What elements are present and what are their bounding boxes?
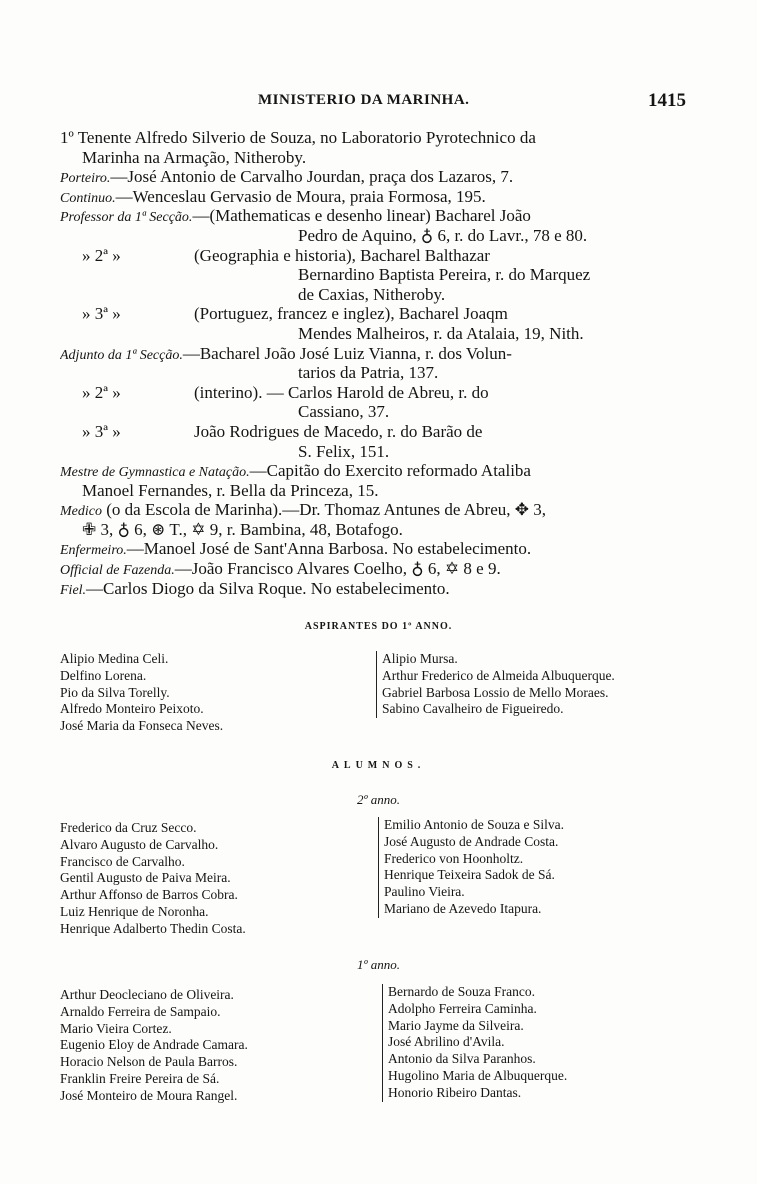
list-item: Mario Vieira Cortez. [60,1020,172,1036]
staff-entry-adjunto-3: » 3ª » João Rodrigues de Macedo, r. do Barão de [82,421,483,441]
staff-line: Pedro de Aquino, ♁ 6, r. do Lavr., 78 e 80. [298,225,588,245]
list-item: Mario Jayme da Silveira. [388,1017,524,1033]
page-header [0,92,757,116]
aspirantes-heading: ASPIRANTES DO 1º ANNO. [304,621,453,632]
staff-line: ✙ 3, ♁ 6, ⊛ T., ✡ 9, r. Bambina, 48, Botafogo. [82,519,403,539]
list-item: Frederico von Hoonholtz. [384,850,524,866]
staff-listing [60,128,700,598]
list-item: José Abrilino d'Avila. [388,1034,505,1050]
list-item: Luiz Henrique de Noronha. [60,903,209,919]
staff-entry-adjunto-2: » 2ª » (interino). — Carlos Harold de Abreu, r. do [82,382,489,402]
staff-line: Bernardino Baptista Pereira, r. do Marquez [298,265,591,285]
list-item: Henrique Teixeira Sadok de Sá. [384,867,555,883]
list-item: Arthur Affonso de Barros Cobra. [60,887,238,903]
staff-entry-enfermeiro: Enfermeiro.—Manoel José de Sant'Anna Barbosa. No estabelecimento. [60,539,532,559]
list-item: Arthur Frederico de Almeida Albuquerque. [382,667,615,683]
staff-entry-medico: Medico (o da Escola de Marinha).—Dr. Thomaz Antunes de Abreu, ✥ 3, [60,500,547,520]
list-item: Eugenio Eloy de Andrade Camara. [60,1037,248,1053]
list-item: Gentil Augusto de Paiva Meira. [60,870,231,886]
page-number: 1415 [648,90,686,111]
staff-entry-porteiro: Porteiro.—José Antonio de Carvalho Jourdan, praça dos Lazaros, 7. [60,167,514,187]
segundo-anno-heading: 2º anno. [356,792,401,807]
staff-line: S. Felix, 151. [298,441,390,461]
primeiro-anno-list-left [60,987,380,1105]
staff-entry-professor-2: » 2ª » (Geographia e historia), Bacharel Balthazar [82,245,490,265]
staff-line: Marinha na Armação, Nitheroby. [82,147,307,167]
list-item: Paulino Vieira. [384,884,465,900]
running-title: MINISTERIO DA MARINHA. [258,92,470,108]
role-label: Enfermeiro. [60,543,127,559]
list-item: Bernardo de Souza Franco. [388,984,535,999]
list-item: Gabriel Barbosa Lossio de Mello Moraes. [382,684,609,700]
aspirantes-list-right [376,651,706,718]
list-item: Horacio Nelson de Paula Barros. [60,1054,238,1070]
staff-entry-professor: Professor da 1ª Secção.—(Mathematicas e desenho linear) Bacharel João [60,206,531,226]
list-item: Adolpho Ferreira Caminha. [388,1000,537,1016]
staff-entry-adjunto: Adjunto da 1ª Secção.—Bacharel João José Luiz Vianna, r. dos Volun- [60,343,512,363]
alumnos-heading: ALUMNOS. [331,760,426,771]
staff-entry-professor-3: » 3ª » (Portuguez, francez e inglez), Bacharel Joaqm [82,304,508,324]
list-item: Arthur Deocleciano de Oliveira. [60,987,234,1002]
list-item: Mariano de Azevedo Itapura. [384,900,542,916]
list-item: Arnaldo Ferreira de Sampaio. [60,1003,221,1019]
staff-line: Cassiano, 37. [298,402,390,422]
list-item: Frederico da Cruz Secco. [60,820,197,835]
staff-line: de Caxias, Nitheroby. [298,284,446,304]
primeiro-anno-list-right [382,984,712,1102]
staff-line: 1º Tenente Alfredo Silverio de Souza, no Laboratorio Pyrotechnico da [60,128,536,147]
list-item: Delfino Lorena. [60,667,147,683]
list-item: Honorio Ribeiro Dantas. [388,1084,522,1100]
list-item: Henrique Adalberto Thedin Costa. [60,920,246,936]
staff-line: Mendes Malheiros, r. da Atalaia, 19, Nith. [298,323,584,343]
role-label: Porteiro. [60,171,111,187]
role-label: Professor da 1ª Secção. [60,210,193,226]
list-item: Alvaro Augusto de Carvalho. [60,836,219,852]
role-label: Medico [60,504,102,520]
list-item: Emilio Antonio de Souza e Silva. [384,817,564,832]
list-item: Alfredo Monteiro Peixoto. [60,701,204,717]
list-item: Hugolino Maria de Albuquerque. [388,1067,568,1083]
list-item: Sabino Cavalheiro de Figueiredo. [382,701,564,717]
role-label: Continuo. [60,190,116,206]
staff-line: tarios da Patria, 137. [298,363,439,383]
list-item: José Monteiro de Moura Rangel. [60,1087,238,1103]
list-item: Alipio Medina Celi. [60,651,169,666]
staff-entry-continuo: Continuo.—Wenceslau Gervasio de Moura, praia Formosa, 195. [60,186,486,206]
primeiro-anno-heading: 1º anno. [356,957,401,972]
list-item: Francisco de Carvalho. [60,853,185,869]
role-label: Adjunto da 1ª Secção. [60,347,183,363]
list-item: Pio da Silva Torelly. [60,684,170,700]
list-item: José Augusto de Andrade Costa. [384,833,559,849]
staff-entry-official: Official de Fazenda.—João Francisco Alvares Coelho, ♁ 6, ✡ 8 e 9. [60,559,501,579]
staff-line: Manoel Fernandes, r. Bella da Princeza, 15. [82,480,379,500]
list-item: Franklin Freire Pereira de Sá. [60,1070,220,1086]
role-label: Official de Fazenda. [60,563,175,579]
segundo-anno-list-right [378,817,708,918]
staff-entry-fiel: Fiel.—Carlos Diogo da Silva Roque. No estabelecimento. [60,578,450,598]
aspirantes-list-left [60,651,380,735]
list-item: José Maria da Fonseca Neves. [60,718,224,734]
staff-entry-mestre: Mestre de Gymnastica e Natação.—Capitão do Exercito reformado Ataliba [60,461,531,481]
list-item: Antonio da Silva Paranhos. [388,1051,536,1067]
list-item: Alipio Mursa. [382,651,458,666]
segundo-anno-list-left [60,820,380,938]
role-label: Fiel. [60,582,87,598]
role-label: Mestre de Gymnastica e Natação. [60,465,250,481]
